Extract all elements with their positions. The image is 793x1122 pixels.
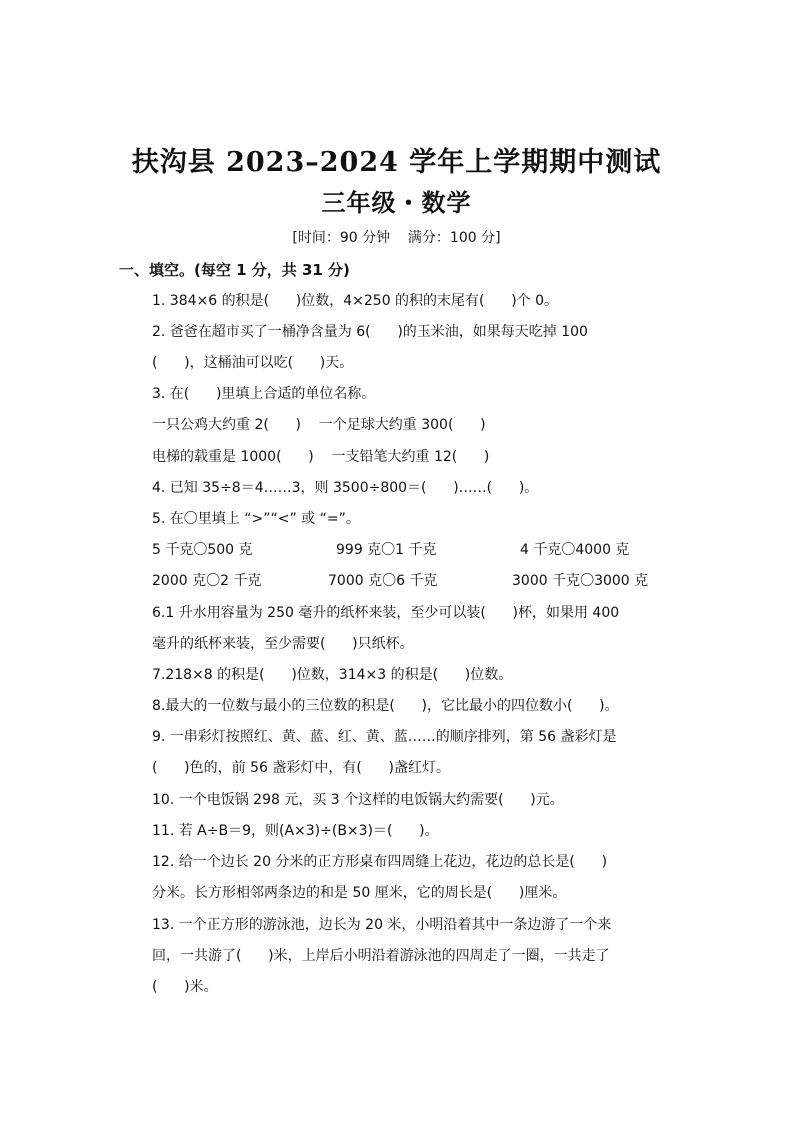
section-heading: 一、填空。(每空 1 分，共 31 分) [119, 261, 350, 279]
question-5: 5. 在〇里填上 “>”“<” 或 “=”。 [152, 511, 360, 527]
question-6-cont: 毫升的纸杯来装，至少需要( )只纸杯。 [152, 636, 414, 652]
compare-item: 3000 千克〇3000 克 [512, 573, 649, 589]
compare-item: 4 千克〇4000 克 [520, 542, 630, 558]
exam-title: 扶沟县 2023–2024 学年上学期期中测试 [131, 147, 662, 178]
compare-item: 999 克〇1 千克 [336, 542, 437, 558]
compare-item: 7000 克〇6 千克 [328, 573, 438, 589]
question-3: 3. 在( )里填上合适的单位名称。 [152, 386, 376, 402]
question-9-cont: ( )色的，前 56 盏彩灯中，有( )盏红灯。 [152, 760, 450, 776]
question-6: 6.1 升水用容量为 250 毫升的纸杯来装，至少可以装( )杯，如果用 400 [152, 605, 620, 621]
exam-info: [时间：90 分钟 满分：100 分] [292, 230, 501, 246]
question-11: 11. 若 A÷B＝9，则(A×3)÷(B×3)＝( )。 [152, 823, 439, 839]
question-2-cont: ( )，这桶油可以吃( )天。 [152, 355, 354, 371]
compare-item: 2000 克〇2 千克 [152, 573, 262, 589]
question-1: 1. 384×6 的积是( )位数，4×250 的积的末尾有( )个 0。 [152, 293, 559, 309]
question-9: 9. 一串彩灯按照红、黄、蓝、红、黄、蓝……的顺序排列，第 56 盏彩灯是 [152, 729, 617, 745]
question-13-cont: 回，一共游了( )米，上岸后小明沿着游泳池的四周走了一圈，一共走了 [152, 948, 610, 964]
question-12: 12. 给一个边长 20 分米的正方形桌布四周缝上花边，花边的总长是( ) [152, 854, 608, 870]
question-13-cont2: ( )米。 [152, 979, 218, 995]
question-4: 4. 已知 35÷8＝4……3，则 3500÷800＝( )……( )。 [152, 480, 539, 496]
question-13: 13. 一个正方形的游泳池，边长为 20 米，小明沿着其中一条边游了一个来 [152, 917, 612, 933]
question-12-cont: 分米。长方形相邻两条边的和是 50 厘米，它的周长是( )厘米。 [152, 885, 567, 901]
question-10: 10. 一个电饭锅 298 元，买 3 个这样的电饭锅大约需要( )元。 [152, 792, 564, 808]
question-8: 8.最大的一位数与最小的三位数的积是( )，它比最小的四位数小( )。 [152, 698, 619, 714]
question-7: 7.218×8 的积是( )位数，314×3 的积是( )位数。 [152, 667, 513, 683]
compare-item: 5 千克〇500 克 [152, 542, 253, 558]
exam-subtitle: 三年级・数学 [321, 188, 472, 217]
question-2: 2. 爸爸在超市买了一桶净含量为 6( )的玉米油，如果每天吃掉 100 [152, 324, 588, 340]
question-3-row1: 一只公鸡大约重 2( ) 一个足球大约重 300( ) [152, 417, 486, 433]
question-3-row2: 电梯的载重是 1000( ) 一支铅笔大约重 12( ) [152, 449, 490, 465]
